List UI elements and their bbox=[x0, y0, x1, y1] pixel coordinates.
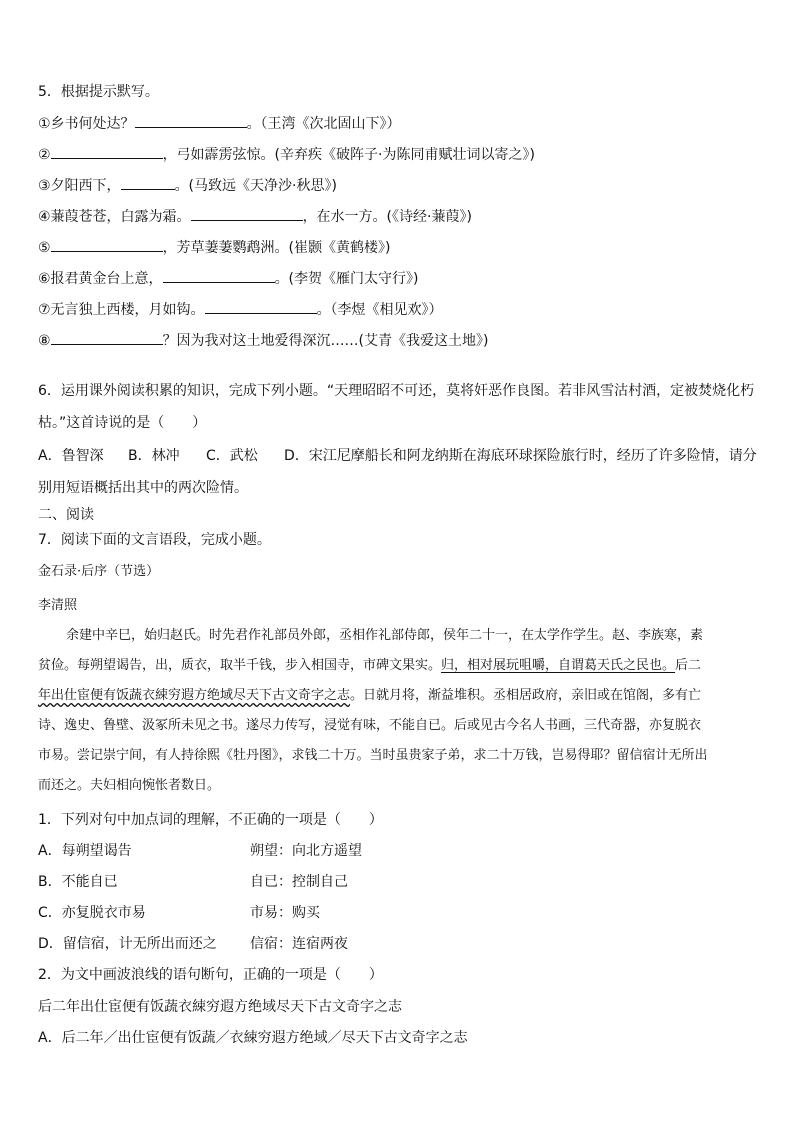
underlined-sentence: 归，相对展玩咀嚼，自谓葛天氏之民也。 bbox=[441, 658, 676, 673]
question-5-title: 5．根据提示默写。 bbox=[38, 84, 159, 100]
q5-item-1: ①乡书何处达？ 。（王湾《次北固山下》） bbox=[38, 113, 401, 134]
answer-blank[interactable] bbox=[121, 175, 175, 190]
option-b[interactable]: B．林冲 bbox=[128, 448, 180, 464]
option-d-line-2: 别用短语概括出其中的两次险情。 bbox=[38, 480, 248, 496]
q5-item-2: ② ，弓如霹雳弦惊。(辛弃疾《破阵子·为陈同甫赋壮词以寄之》) bbox=[38, 144, 535, 165]
answer-blank[interactable] bbox=[51, 237, 163, 252]
sub2-option-a[interactable]: A．后二年／出仕宦便有饭蔬／衣綀穷遐方绝域／尽天下古文奇字之志 bbox=[38, 1030, 468, 1046]
passage-line-3: 年出仕宦便有饭蔬衣綀穷遐方绝域尽天下古文奇字之志。日就月将，渐益堆积。丞相居政府，亲旧或在馆阁，多有亡 bbox=[38, 688, 702, 703]
question-6-options bbox=[38, 446, 757, 466]
passage-line-5: 市易。尝记崇宁间，有人持徐熙《牡丹图》，求钱二十万。当时虽贵家子弟，求二十万钱，岂易得耶？留信宿计无所出 bbox=[38, 748, 708, 763]
q5-item-7: ⑦无言独上西楼，月如钩。 。（李煜《相见欢》） bbox=[38, 299, 443, 320]
q5-item-4: ④蒹葭苍苍，白露为霜。 ，在水一方。(《诗经·蒹葭》) bbox=[38, 206, 472, 227]
q5-item-3: ③夕阳西下， 。(马致远《天净沙·秋思》) bbox=[38, 175, 337, 196]
answer-blank[interactable] bbox=[191, 206, 303, 221]
passage-line-4: 诗、逸史、鲁壁、汲冢所未见之书。遂尽力传写，浸觉有味，不能自已。后或见古今名人书画，三代奇器，亦复脱衣 bbox=[38, 718, 702, 733]
sub1-option-c[interactable]: C．亦复脱衣市易 市易：购买 bbox=[38, 905, 320, 921]
passage-author: 李清照 bbox=[38, 598, 78, 613]
option-d-line-1: D．宋江尼摩船长和阿龙纳斯在海底环球探险旅行时，经历了许多险情，请分 bbox=[284, 448, 757, 464]
answer-blank[interactable] bbox=[51, 330, 163, 345]
q5-item-5: ⑤ ，芳草萋萋鹦鹉洲。(崔颢《黄鹤楼》) bbox=[38, 237, 391, 258]
passage-line-6: 而还之。夫妇相向惋怅者数日。 bbox=[38, 778, 221, 793]
q5-item-8: ⑧ ？因为我对这土地爱得深沉……(艾青《我爱这土地》) bbox=[38, 330, 489, 351]
answer-blank[interactable] bbox=[163, 268, 275, 283]
sub-question-2-title: 2．为文中画波浪线的语句断句，正确的一项是（ ） bbox=[38, 967, 383, 983]
sub2-sentence: 后二年出仕宦便有饭蔬衣綀穷遐方绝域尽天下古文奇字之志 bbox=[38, 999, 402, 1015]
sub1-option-b[interactable]: B．不能自已 自已：控制自己 bbox=[38, 874, 348, 890]
option-a[interactable]: A．鲁智深 bbox=[38, 448, 104, 464]
answer-blank[interactable] bbox=[135, 113, 247, 128]
q5-item-6: ⑥报君黄金台上意， 。(李贺《雁门太守行》) bbox=[38, 268, 419, 289]
passage-line-1: 余建中辛巳，始归赵氏。时先君作礼部员外郎，丞相作礼部侍郎，侯年二十一，在太学作学生。赵、李族寒，素 bbox=[66, 628, 704, 643]
answer-blank[interactable] bbox=[205, 299, 317, 314]
question-6-line-2: 枯。”这首诗说的是（ ） bbox=[38, 415, 207, 431]
question-7-title: 7．阅读下面的文言语段，完成小题。 bbox=[38, 532, 271, 548]
sub1-option-d[interactable]: D．留信宿，计无所出而还之 信宿：连宿两夜 bbox=[38, 936, 348, 952]
question-6-line-1: 6．运用课外阅读积累的知识，完成下列小题。“天理昭昭不可还，莫将奸恶作良图。若非风雪沽村酒，定被焚烧化朽 bbox=[38, 383, 755, 399]
sub-question-1-title: 1．下列对句中加点词的理解，不正确的一项是（ ） bbox=[38, 812, 383, 828]
section-heading: 二、阅读 bbox=[38, 507, 94, 523]
passage-line-2: 贫俭。每朔望谒告，出，质衣，取半千钱，步入相国寺，市碑文果实。归，相对展玩咀嚼，自谓葛天氏之民也。后二 bbox=[38, 658, 702, 673]
option-c[interactable]: C．武松 bbox=[206, 448, 258, 464]
answer-blank[interactable] bbox=[51, 144, 163, 159]
passage-source: 金石录·后序（节选） bbox=[38, 564, 160, 579]
sub1-option-a[interactable]: A．每朔望谒告 朔望：向北方遥望 bbox=[38, 843, 362, 859]
wavy-underlined-sentence: 年出仕宦便有饭蔬衣綀穷遐方绝域尽天下古文奇字之志 bbox=[38, 688, 351, 703]
